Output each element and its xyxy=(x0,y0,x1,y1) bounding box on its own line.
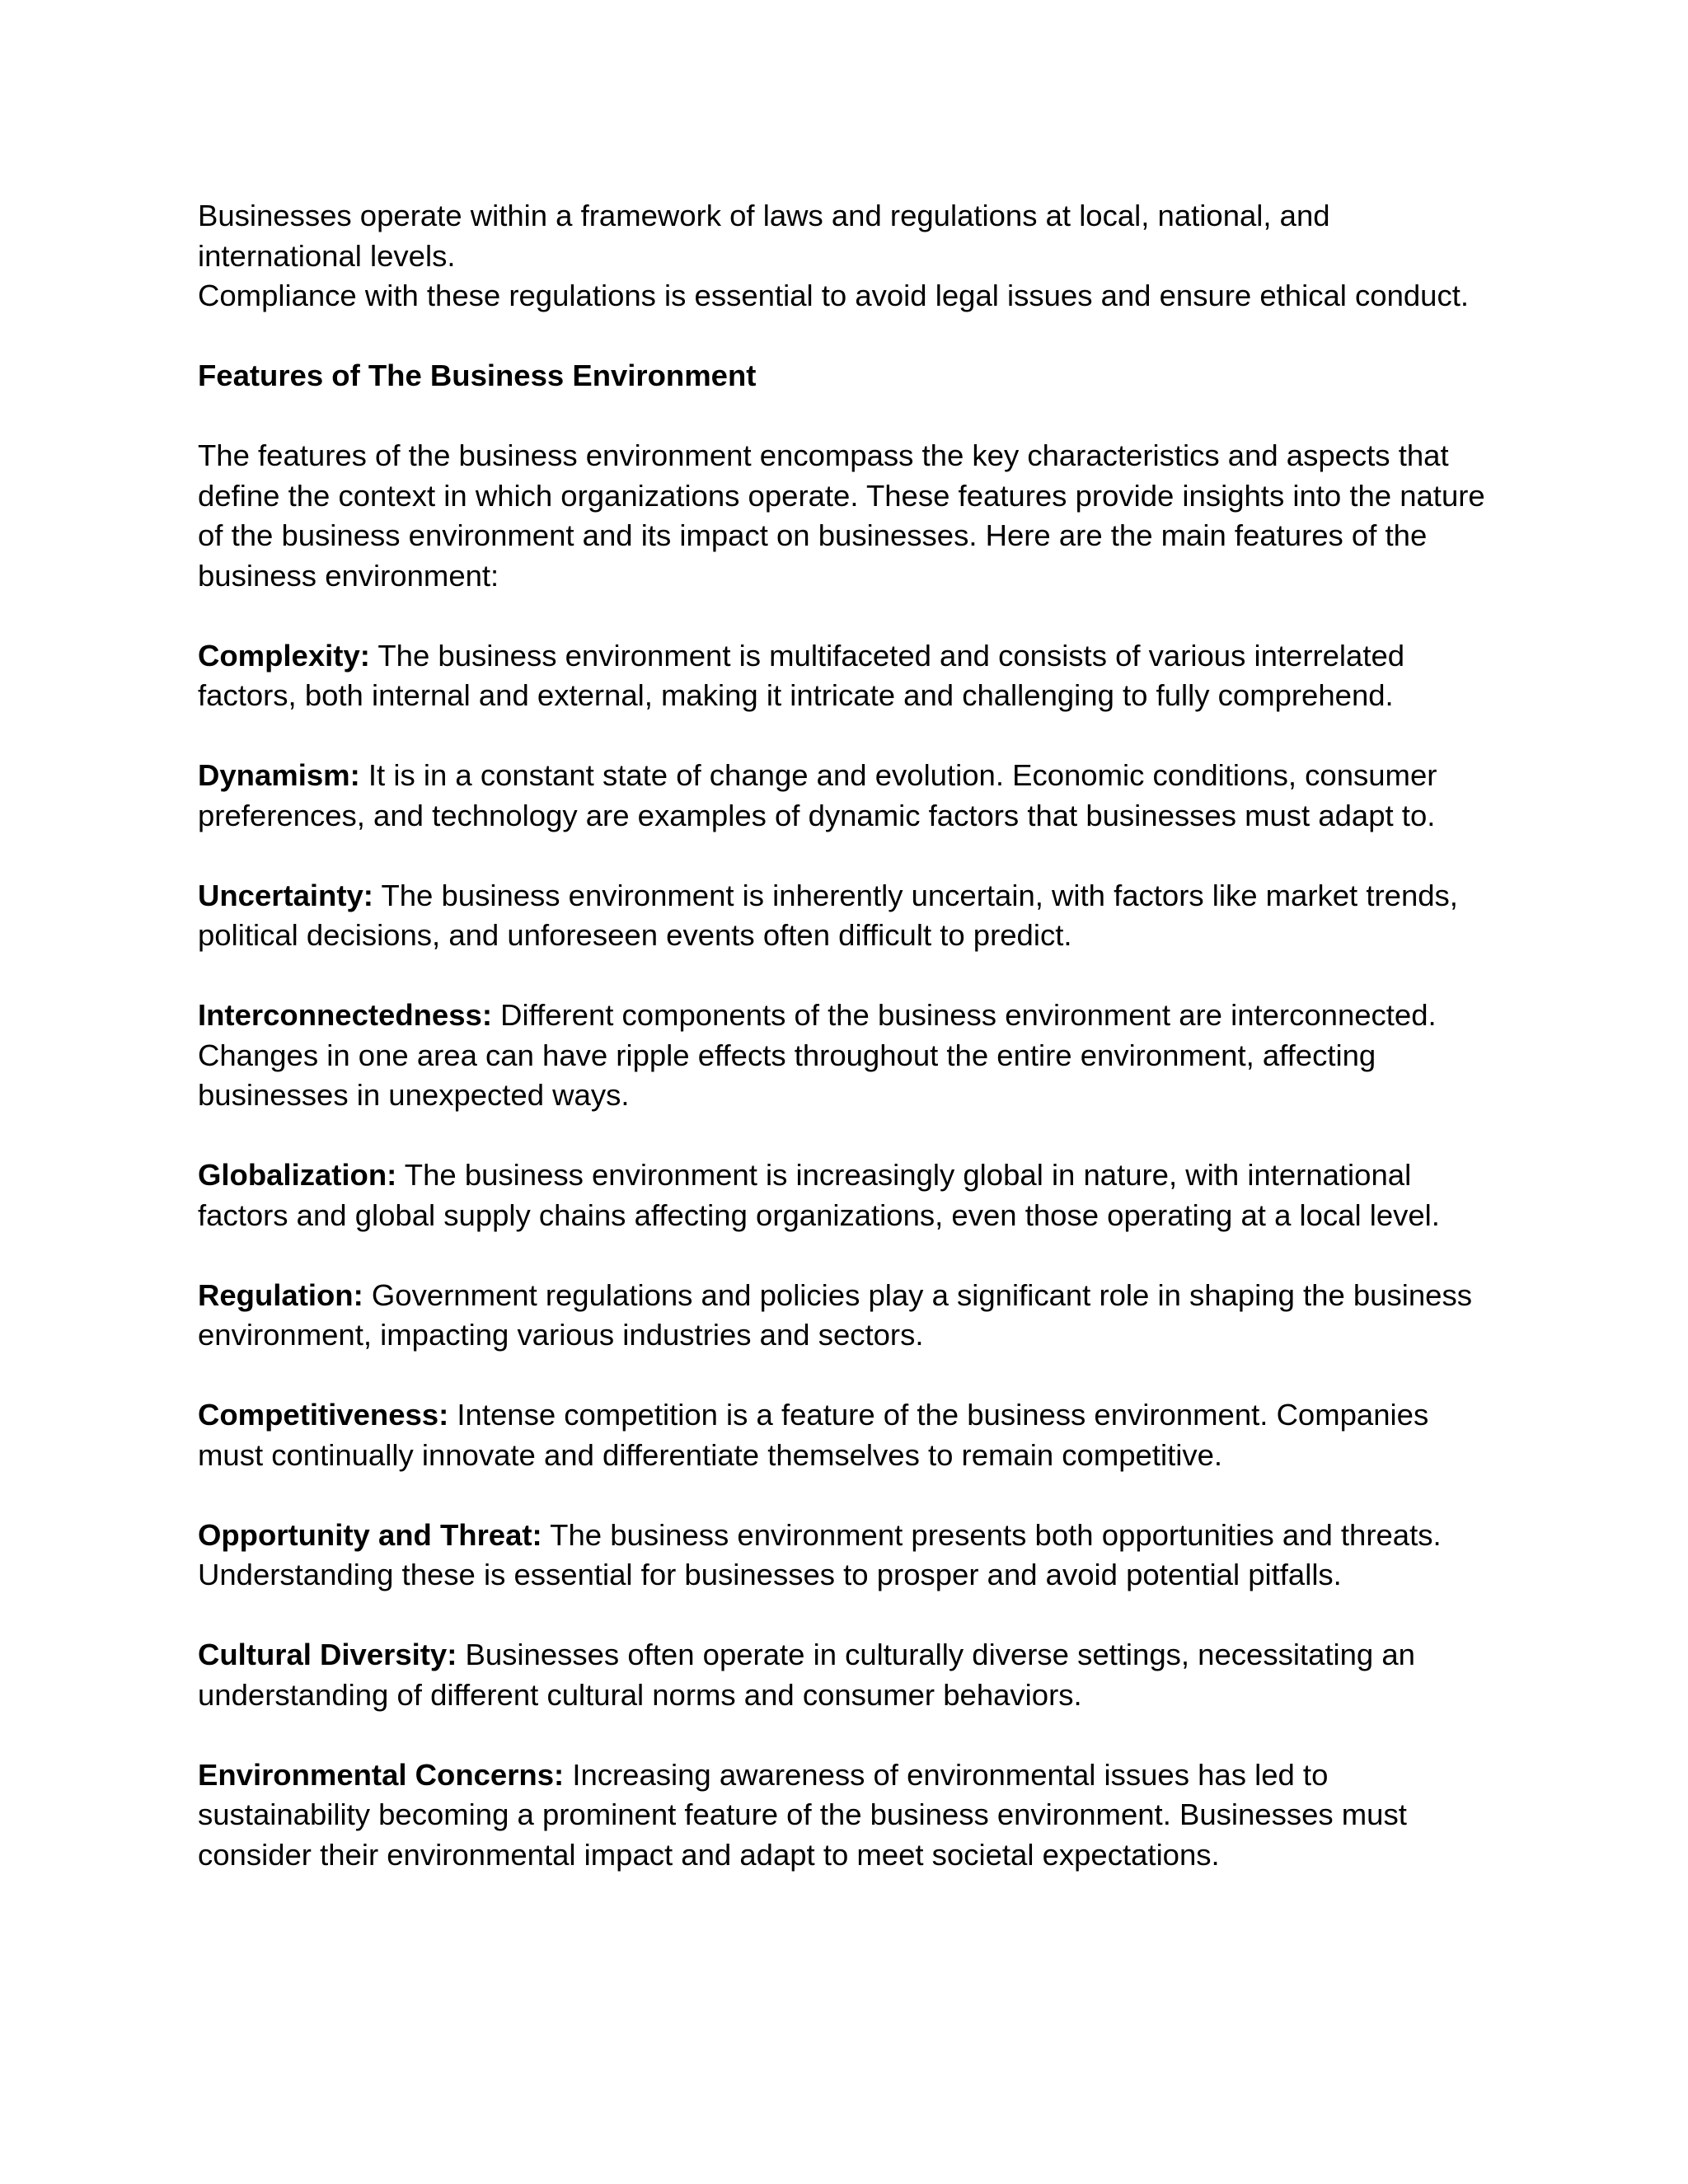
feature-term: Globalization: xyxy=(198,1158,397,1192)
feature-opportunity-and-threat xyxy=(198,1516,1492,1596)
feature-description: Different components of the business environment are interconnected. Changes in one area can have ripple effects throughout the entire environment, affecting businesses in unexpected ways. xyxy=(198,998,1437,1112)
intro-paragraph xyxy=(198,196,1492,316)
feature-description: The business environment is increasingly global in nature, with international factors and global supply chains affecting organizations, even those operating at a local level. xyxy=(198,1158,1440,1232)
document-page xyxy=(198,196,1492,1875)
feature-description: Intense competition is a feature of the business environment. Companies must continually innovate and differentiate themselves to remain competitive. xyxy=(198,1398,1429,1472)
feature-environmental-concerns xyxy=(198,1755,1492,1876)
feature-term: Regulation: xyxy=(198,1277,363,1312)
feature-term: Environmental Concerns: xyxy=(198,1757,565,1792)
feature-regulation xyxy=(198,1276,1492,1356)
feature-interconnectedness xyxy=(198,996,1492,1116)
feature-term: Cultural Diversity: xyxy=(198,1638,457,1671)
feature-globalization xyxy=(198,1155,1492,1235)
feature-description: The business environment is inherently uncertain, with factors like market trends, political decisions, and unforeseen events often difficult to predict. xyxy=(198,878,1458,952)
intro-line-2: Compliance with these regulations is essential to avoid legal issues and ensure ethical conduct. xyxy=(198,279,1470,312)
feature-description: Increasing awareness of environmental issues has led to sustainability becoming a prominent feature of the business environment. Businesses must consider their environmental impact and adapt to meet societal expectations. xyxy=(198,1757,1407,1872)
feature-description: Businesses often operate in culturally diverse settings, necessitating an understanding of different cultural norms and consumer behaviors. xyxy=(198,1638,1415,1712)
feature-term: Dynamism: xyxy=(198,758,360,792)
feature-description: The business environment is multifaceted and consists of various interrelated factors, both internal and external, making it intricate and challenging to fully comprehend. xyxy=(198,638,1405,712)
feature-description: Government regulations and policies play a significant role in shaping the business environment, impacting various industries and sectors. xyxy=(198,1277,1472,1352)
section-heading: Features of The Business Environment xyxy=(198,359,757,392)
section-lead-paragraph: The features of the business environment encompass the key characteristics and aspects that define the context in which organizations operate. These features provide insights into the nature of the business environment and its impact on businesses. Here are the main features of the business environment: xyxy=(198,438,1485,593)
feature-dynamism xyxy=(198,756,1492,836)
intro-line-1: Businesses operate within a framework of laws and regulations at local, national, and international levels. xyxy=(198,199,1330,273)
feature-description: It is in a constant state of change and evolution. Economic conditions, consumer preferences, and technology are examples of dynamic factors that businesses must adapt to. xyxy=(198,758,1437,832)
feature-term: Complexity: xyxy=(198,638,370,673)
feature-cultural-diversity xyxy=(198,1635,1492,1715)
feature-term: Interconnectedness: xyxy=(198,998,492,1032)
feature-term: Opportunity and Threat: xyxy=(198,1517,542,1552)
feature-term: Uncertainty: xyxy=(198,878,373,912)
feature-description: The business environment presents both opportunities and threats. Understanding these is essential for businesses to prosper and avoid potential pitfalls. xyxy=(198,1517,1442,1591)
feature-complexity xyxy=(198,636,1492,716)
feature-term: Competitiveness: xyxy=(198,1398,449,1432)
feature-competitiveness xyxy=(198,1395,1492,1475)
feature-uncertainty xyxy=(198,876,1492,956)
